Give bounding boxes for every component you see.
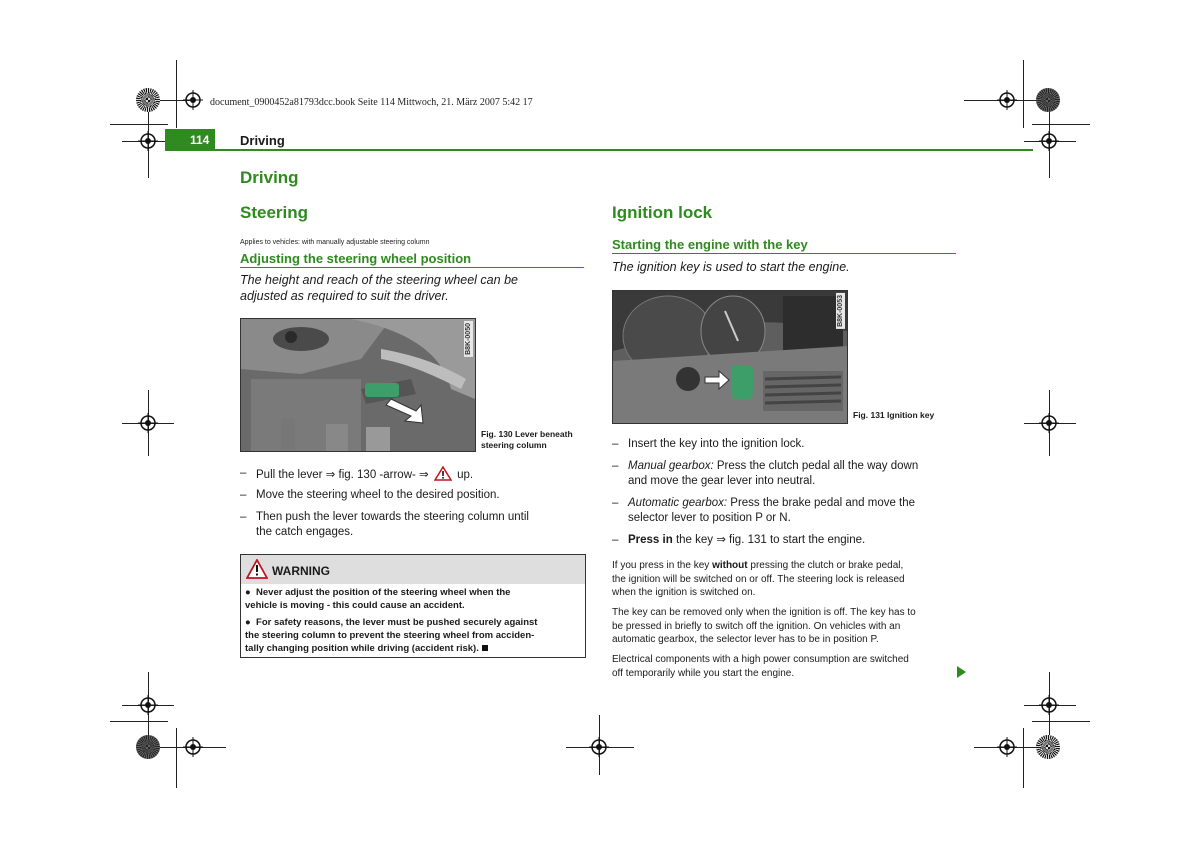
bullet-icon: ●: [245, 617, 257, 628]
warning-item-2: ● For safety reasons, the lever must be pushed securely against the steering column to prevent the steering wheel from acciden- tally changing position while driving (accident risk).: [245, 617, 538, 654]
end-of-section-icon: [482, 645, 488, 651]
registration-mark: [183, 737, 203, 757]
paragraph-electrical-components: Electrical components with a high power consumption are switched off temporarily while you start the engine.: [612, 654, 909, 679]
registration-mark: [138, 131, 158, 151]
registration-mark: [997, 90, 1017, 110]
step-insert-key: – Insert the key into the ignition lock.: [612, 438, 805, 450]
figure-caption-130: Fig. 130 Lever beneath steering column: [481, 429, 573, 450]
registration-mark: [1039, 131, 1059, 151]
paragraph-key-removal: The key can be removed only when the ignition is off. The key has to be pressed in briefly to switch off the ignition. On vehicles with an automatic gearbox, the selector lever has to be in position P.: [612, 607, 916, 645]
warning-triangle-icon: [246, 559, 268, 579]
step-move-wheel: – Move the steering wheel to the desired position.: [240, 489, 500, 501]
warning-item-1: ● Never adjust the position of the steering wheel when the vehicle is moving - this could cause an accident.: [245, 587, 511, 611]
registration-mark: [997, 737, 1017, 757]
running-head: Driving: [240, 133, 285, 148]
continue-arrow-icon: [957, 666, 966, 678]
figure-steering-lever: [240, 318, 476, 452]
subsection-rule: [612, 253, 956, 254]
color-starburst-mark: [1036, 88, 1060, 112]
warning-triangle-icon: [434, 466, 452, 481]
file-header: document_0900452a81793dcc.book Seite 114 Mittwoch, 21. März 2007 5:42 17: [210, 97, 533, 108]
chapter-title: Driving: [240, 168, 299, 187]
steering-lever-illustration: [241, 319, 475, 451]
warning-title: WARNING: [272, 564, 330, 578]
page-number: 114: [190, 133, 210, 147]
step-push-lever: – Then push the lever towards the steering column until the catch engages.: [240, 511, 529, 538]
figure-code-130: B8K-0050: [465, 323, 472, 355]
registration-mark: [183, 90, 203, 110]
subsection-title-adjusting: Adjusting the steering wheel position: [240, 251, 472, 266]
figure-caption-131: Fig. 131 Ignition key: [853, 410, 935, 420]
color-starburst-mark: [136, 88, 160, 112]
applies-to-note: Applies to vehicles: with manually adjustable steering column: [240, 239, 430, 246]
step-pull-lever: – Pull the lever ⇒ fig. 130 -arrow- ⇒ up.: [240, 467, 474, 481]
warning-box: [240, 554, 586, 658]
step-press-in-key: – Press in the key ⇒ fig. 131 to start the engine.: [612, 534, 866, 546]
color-starburst-mark: [136, 735, 160, 759]
registration-mark: [589, 737, 609, 757]
figure-code-131: B8K-0053: [837, 295, 844, 327]
registration-mark: [138, 413, 158, 433]
registration-mark: [138, 695, 158, 715]
header-rule: [215, 149, 1033, 151]
ignition-key-illustration: [613, 291, 847, 423]
registration-mark: [1039, 413, 1059, 433]
bullet-icon: ●: [245, 587, 257, 598]
registration-mark: [1039, 695, 1059, 715]
lead-text-steering: The height and reach of the steering wheel can be adjusted as required to suit the driver.: [240, 273, 518, 303]
warning-header: [241, 555, 585, 584]
section-title-steering: Steering: [240, 203, 309, 222]
section-title-ignition: Ignition lock: [612, 203, 713, 222]
step-manual-gearbox: – Manual gearbox: Press the clutch pedal all the way down and move the gear lever into neutral.: [612, 460, 919, 487]
step-automatic-gearbox: – Automatic gearbox: Press the brake pedal and move the selector lever to position P or N.: [612, 497, 916, 524]
paragraph-press-without-clutch: If you press in the key without pressing the clutch or brake pedal, the ignition will be switched on or off. The steering lock is released when the ignition is switched on.: [612, 560, 905, 598]
color-starburst-mark: [1036, 735, 1060, 759]
subsection-title-starting: Starting the engine with the key: [612, 237, 808, 252]
figure-ignition-key: [612, 290, 848, 424]
subsection-rule: [240, 267, 584, 268]
lead-text-ignition: The ignition key is used to start the engine.: [612, 260, 850, 274]
